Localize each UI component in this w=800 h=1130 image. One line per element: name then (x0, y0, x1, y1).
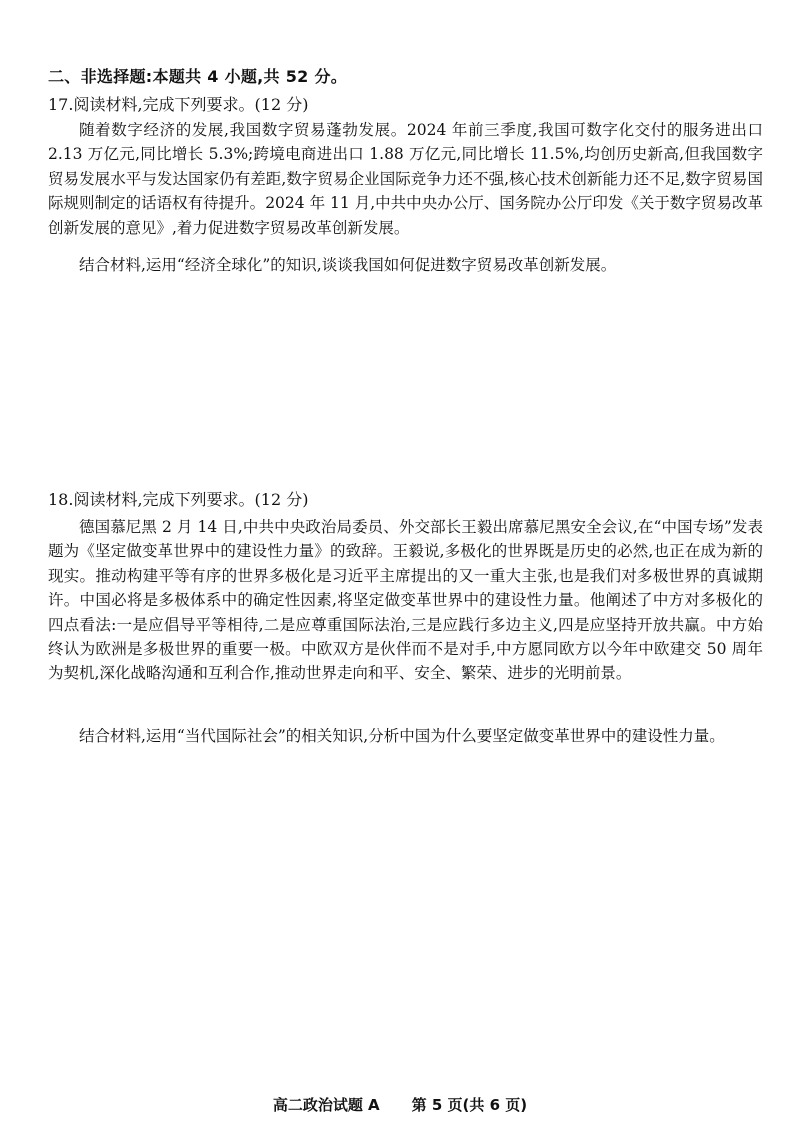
question-17-task: 结合材料,运用“经济全球化”的知识,谈谈我国如何促进数字贸易改革创新发展。 (79, 256, 617, 274)
footer-exam-name: 高二政治试题 A (272, 1096, 380, 1114)
footer-page-number: 第 5 页(共 6 页) (411, 1096, 528, 1114)
section-title: 二、非选择题:本题共 4 小题,共 52 分。 (48, 67, 348, 86)
question-18-title: 18.阅读材料,完成下列要求。(12 分) (48, 490, 309, 509)
question-18-material: 德国慕尼黑 2 月 14 日,中共中央政治局委员、外交部长王毅出席慕尼黑安全会议,在“中国专场”发表题为《坚定做变革世界中的建设性力量》的致辞。王毅说,多极化的世界既是历史的必然,也正在成为新的现实。推动构建平等有序的世界多极化是习近平主席提出的又一重大主张,也是我们对多极世界的真诚期许。中国必将是多极体系中的确定性因素,将坚定做变革世界中的建设性力量。他阐述了中方对多极化的四点看法:一是应倡导平等相待,二是应尊重国际法治,三是应践行多边主义,四是应坚持开放共赢。中方始终认为欧洲是多极世界的重要一极。中欧双方是伙伴而不是对手,中方愿同欧方以今年中欧建交 50 周年为契机,深化战略沟通和互利合作,推动世界走向和平、安全、繁荣、进步的光明前景。 (48, 518, 763, 683)
question-18-task: 结合材料,运用“当代国际社会”的相关知识,分析中国为什么要坚定做变革世界中的建设性力量。 (79, 727, 725, 745)
question-17-material: 随着数字经济的发展,我国数字贸易蓬勃发展。2024 年前三季度,我国可数字化交付的服务进出口 2.13 万亿元,同比增长 5.3%;跨境电商进出口 1.88 万亿元,同比增长 11.5%,均创历史新高,但我国数字贸易发展水平与发达国家仍有差距,数字贸易企业国际竞争力还不强,核心技术创新能力还不足,数字贸易国际规则制定的话语权有待提升。2024 年 11 月,中共中央办公厅、国务院办公厅印发《关于数字贸易改革创新发展的意见》,着力促进数字贸易改革创新发展。 (48, 121, 763, 237)
question-17-title: 17.阅读材料,完成下列要求。(12 分) (48, 95, 309, 114)
page-footer (0, 1094, 800, 1115)
